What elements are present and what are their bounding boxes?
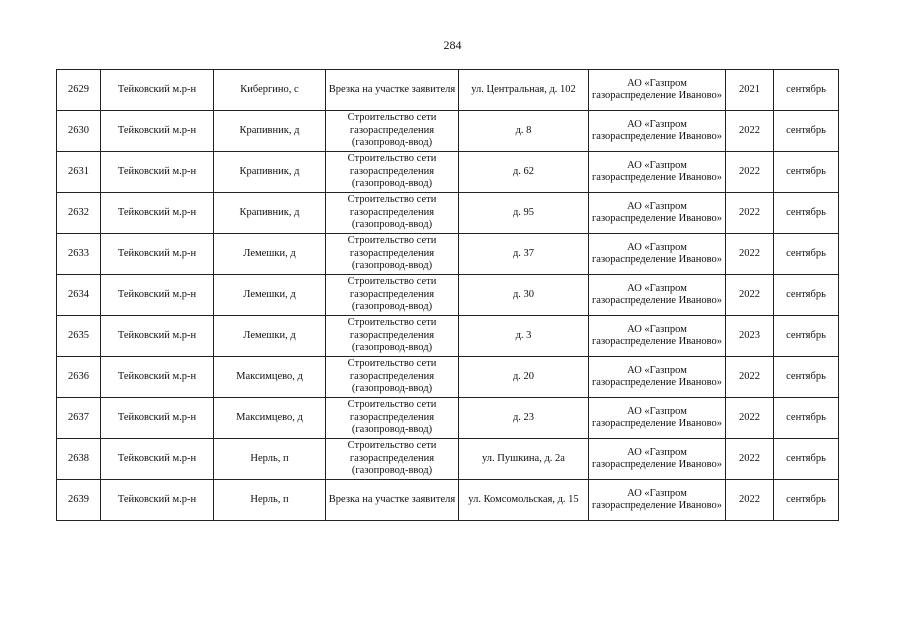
page-number: 284 <box>443 38 462 52</box>
month-cell: сентябрь <box>774 398 839 439</box>
district-cell: Тейковский м.р-н <box>101 398 214 439</box>
row-number-cell: 2629 <box>57 70 101 111</box>
work-type-cell: Врезка на участке заявителя <box>326 70 459 111</box>
row-number-cell: 2635 <box>57 316 101 357</box>
organization-cell: АО «Газпром газораспределение Иваново» <box>589 398 726 439</box>
month-cell: сентябрь <box>774 234 839 275</box>
district-cell: Тейковский м.р-н <box>101 480 214 521</box>
year-cell: 2023 <box>726 316 774 357</box>
row-number-cell: 2638 <box>57 439 101 480</box>
address-cell: д. 8 <box>459 111 589 152</box>
locality-cell: Кибергино, с <box>214 70 326 111</box>
address-cell: д. 3 <box>459 316 589 357</box>
work-type-cell: Строительство сети газораспределения (газопровод-ввод) <box>326 398 459 439</box>
year-cell: 2022 <box>726 357 774 398</box>
row-number-cell: 2637 <box>57 398 101 439</box>
month-cell: сентябрь <box>774 193 839 234</box>
row-number-cell: 2630 <box>57 111 101 152</box>
address-cell: д. 37 <box>459 234 589 275</box>
address-cell: ул. Пушкина, д. 2а <box>459 439 589 480</box>
table-row <box>57 275 839 316</box>
work-type-cell: Врезка на участке заявителя <box>326 480 459 521</box>
organization-cell: АО «Газпром газораспределение Иваново» <box>589 152 726 193</box>
organization-cell: АО «Газпром газораспределение Иваново» <box>589 234 726 275</box>
organization-cell: АО «Газпром газораспределение Иваново» <box>589 357 726 398</box>
table-row <box>57 193 839 234</box>
locality-cell: Лемешки, д <box>214 275 326 316</box>
table-row <box>57 439 839 480</box>
organization-cell: АО «Газпром газораспределение Иваново» <box>589 439 726 480</box>
locality-cell: Крапивник, д <box>214 193 326 234</box>
organization-cell: АО «Газпром газораспределение Иваново» <box>589 193 726 234</box>
address-cell: д. 23 <box>459 398 589 439</box>
row-number-cell: 2633 <box>57 234 101 275</box>
locality-cell: Максимцево, д <box>214 398 326 439</box>
month-cell: сентябрь <box>774 70 839 111</box>
organization-cell: АО «Газпром газораспределение Иваново» <box>589 111 726 152</box>
month-cell: сентябрь <box>774 316 839 357</box>
row-number-cell: 2639 <box>57 480 101 521</box>
table-row <box>57 70 839 111</box>
work-type-cell: Строительство сети газораспределения (газопровод-ввод) <box>326 439 459 480</box>
table-row <box>57 152 839 193</box>
district-cell: Тейковский м.р-н <box>101 111 214 152</box>
year-cell: 2022 <box>726 439 774 480</box>
address-cell: ул. Центральная, д. 102 <box>459 70 589 111</box>
row-number-cell: 2632 <box>57 193 101 234</box>
table-row <box>57 316 839 357</box>
address-cell: д. 95 <box>459 193 589 234</box>
work-type-cell: Строительство сети газораспределения (газопровод-ввод) <box>326 234 459 275</box>
locality-cell: Лемешки, д <box>214 316 326 357</box>
year-cell: 2022 <box>726 480 774 521</box>
address-cell: д. 62 <box>459 152 589 193</box>
month-cell: сентябрь <box>774 357 839 398</box>
work-type-cell: Строительство сети газораспределения (газопровод-ввод) <box>326 152 459 193</box>
locality-cell: Нерль, п <box>214 439 326 480</box>
district-cell: Тейковский м.р-н <box>101 439 214 480</box>
table-row <box>57 398 839 439</box>
table-row <box>57 234 839 275</box>
locality-cell: Лемешки, д <box>214 234 326 275</box>
year-cell: 2022 <box>726 152 774 193</box>
district-cell: Тейковский м.р-н <box>101 357 214 398</box>
organization-cell: АО «Газпром газораспределение Иваново» <box>589 70 726 111</box>
organization-cell: АО «Газпром газораспределение Иваново» <box>589 275 726 316</box>
locality-cell: Крапивник, д <box>214 152 326 193</box>
district-cell: Тейковский м.р-н <box>101 70 214 111</box>
district-cell: Тейковский м.р-н <box>101 152 214 193</box>
gasification-schedule-table <box>56 69 839 521</box>
row-number-cell: 2634 <box>57 275 101 316</box>
table-row <box>57 357 839 398</box>
month-cell: сентябрь <box>774 480 839 521</box>
district-cell: Тейковский м.р-н <box>101 275 214 316</box>
year-cell: 2022 <box>726 234 774 275</box>
month-cell: сентябрь <box>774 111 839 152</box>
year-cell: 2021 <box>726 70 774 111</box>
row-number-cell: 2636 <box>57 357 101 398</box>
table-row <box>57 111 839 152</box>
locality-cell: Нерль, п <box>214 480 326 521</box>
locality-cell: Крапивник, д <box>214 111 326 152</box>
address-cell: д. 20 <box>459 357 589 398</box>
month-cell: сентябрь <box>774 439 839 480</box>
year-cell: 2022 <box>726 275 774 316</box>
year-cell: 2022 <box>726 398 774 439</box>
district-cell: Тейковский м.р-н <box>101 234 214 275</box>
row-number-cell: 2631 <box>57 152 101 193</box>
organization-cell: АО «Газпром газораспределение Иваново» <box>589 480 726 521</box>
table-row <box>57 480 839 521</box>
month-cell: сентябрь <box>774 152 839 193</box>
year-cell: 2022 <box>726 193 774 234</box>
year-cell: 2022 <box>726 111 774 152</box>
address-cell: ул. Комсомольская, д. 15 <box>459 480 589 521</box>
month-cell: сентябрь <box>774 275 839 316</box>
work-type-cell: Строительство сети газораспределения (газопровод-ввод) <box>326 275 459 316</box>
work-type-cell: Строительство сети газораспределения (газопровод-ввод) <box>326 111 459 152</box>
district-cell: Тейковский м.р-н <box>101 316 214 357</box>
locality-cell: Максимцево, д <box>214 357 326 398</box>
district-cell: Тейковский м.р-н <box>101 193 214 234</box>
work-type-cell: Строительство сети газораспределения (газопровод-ввод) <box>326 193 459 234</box>
work-type-cell: Строительство сети газораспределения (газопровод-ввод) <box>326 316 459 357</box>
address-cell: д. 30 <box>459 275 589 316</box>
organization-cell: АО «Газпром газораспределение Иваново» <box>589 316 726 357</box>
work-type-cell: Строительство сети газораспределения (газопровод-ввод) <box>326 357 459 398</box>
